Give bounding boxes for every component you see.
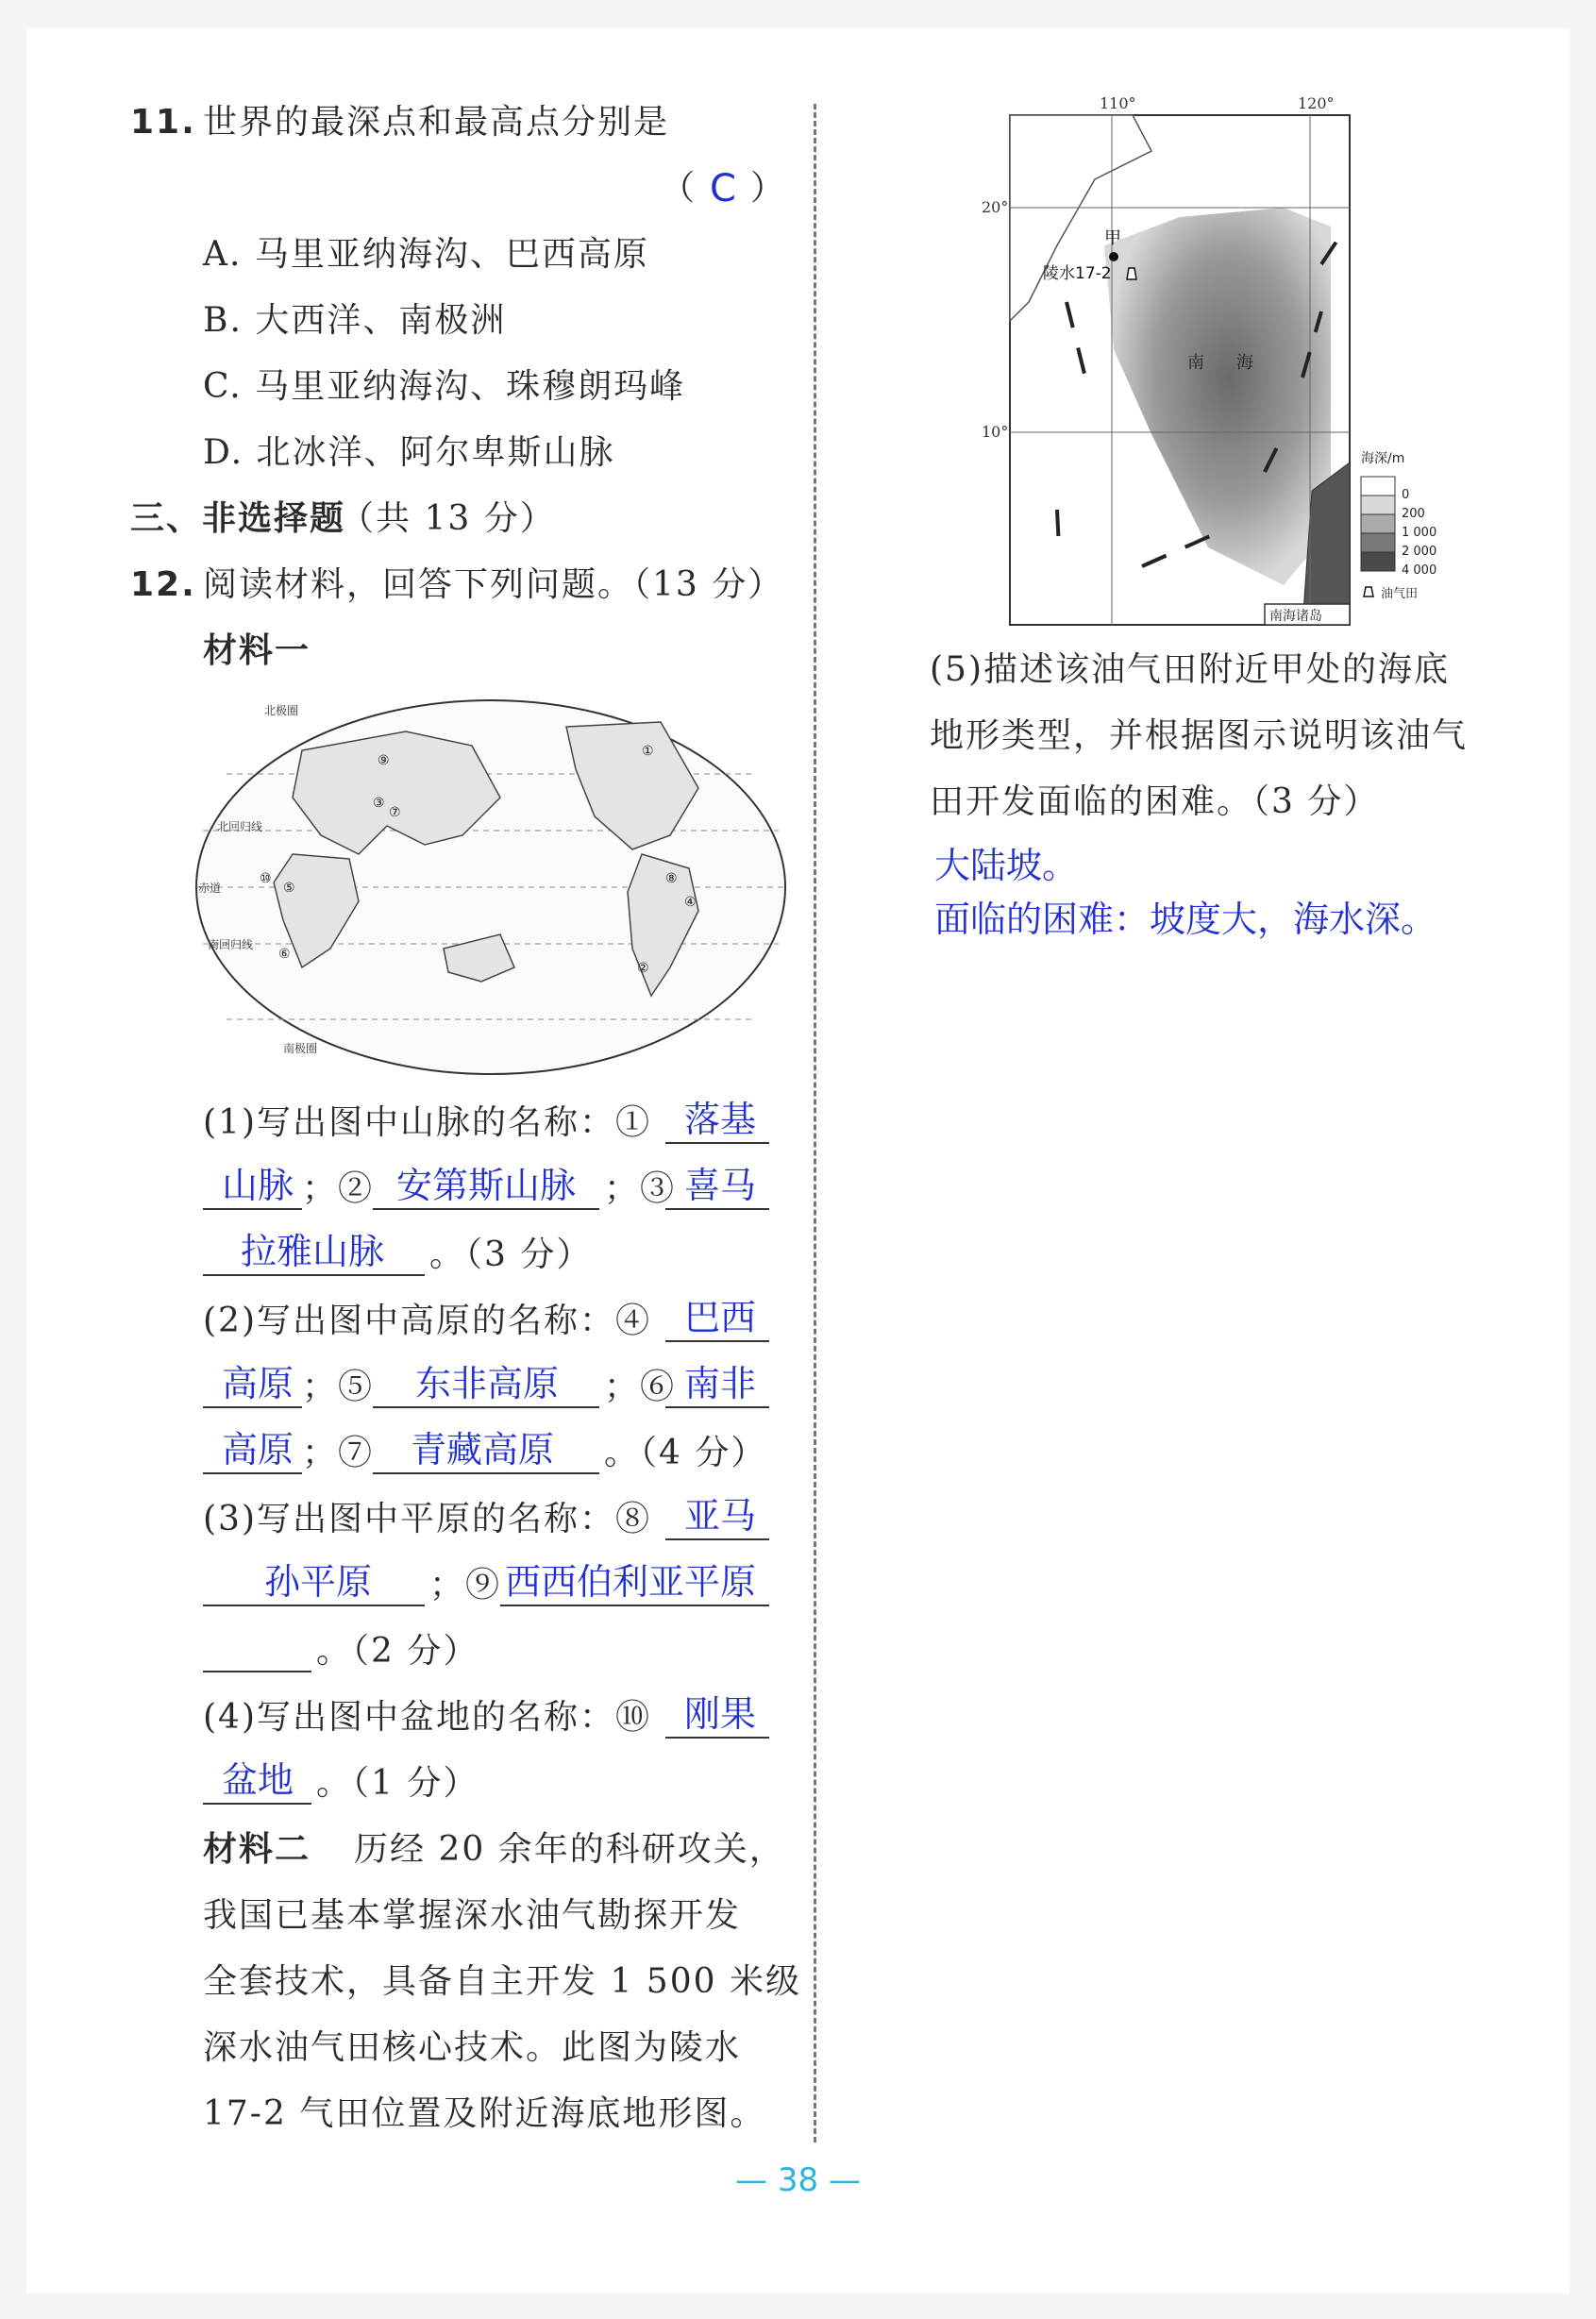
answer-7: 青藏高原 — [411, 1429, 555, 1470]
sub2-mark-6: ；⑥ — [604, 1368, 677, 1406]
arctic-circle-label: 北极圈 — [264, 704, 299, 717]
marker-6: ⑥ — [278, 947, 291, 962]
material2-line-2: 我国已基本掌握深水油气勘探开发 — [203, 1896, 742, 1935]
answer-10a: 刚果 — [684, 1693, 757, 1735]
blank-7 — [373, 1472, 599, 1474]
q11-paren-open: （ — [661, 169, 697, 208]
tropic-cancer-label: 北回归线 — [217, 820, 263, 833]
q11-paren-close: ） — [750, 169, 787, 208]
answer-8b: 孙平原 — [264, 1561, 373, 1603]
blank-6a — [665, 1406, 769, 1408]
legend-level-4000: 4 000 — [1402, 563, 1437, 578]
lat-10-label: 10° — [982, 423, 1009, 441]
marker-3: ③ — [373, 796, 385, 811]
sub1-end: 。（3 分） — [429, 1235, 593, 1274]
material2-line-5: 17-2 气田位置及附近海底地形图。 — [203, 2094, 766, 2133]
marker-9: ⑨ — [378, 753, 390, 768]
answer-9: 西西伯利亚平原 — [505, 1561, 757, 1603]
material2-line-3: 全套技术，具备自主开发 1 500 米级 — [203, 1962, 801, 2001]
material1-label: 材料一 — [203, 631, 311, 670]
answer-6a: 南非 — [684, 1363, 757, 1404]
sub2-end: 。（4 分） — [604, 1434, 767, 1472]
blank-5 — [373, 1406, 599, 1408]
oil-field-icon — [1127, 268, 1136, 279]
answer-5: 东非高原 — [415, 1363, 560, 1404]
q11-option-c: C. 马里亚纳海沟、珠穆朗玛峰 — [203, 367, 686, 406]
sub5-line-3: 田开发面临的困难。（3 分） — [930, 782, 1380, 821]
marker-7: ⑦ — [389, 805, 401, 820]
section3-score: （共 13 分） — [340, 499, 556, 538]
material2-line-1: 历经 20 余年的科研攻关， — [354, 1830, 785, 1869]
blank-3a — [665, 1208, 769, 1210]
q12-number: 12. — [130, 565, 196, 604]
sub5-answer-2: 面临的困难：坡度大，海水深。 — [934, 899, 1437, 940]
legend-level-1000: 1 000 — [1402, 526, 1437, 540]
south-china-sea-map — [982, 94, 1472, 637]
sub2-mark-7: ；⑦ — [302, 1434, 375, 1472]
legend-oil-label: 油气田 — [1381, 587, 1419, 601]
blank-1a — [665, 1142, 769, 1144]
blank-1b — [203, 1208, 302, 1210]
marker-1: ① — [642, 744, 654, 759]
blank-10b — [203, 1803, 311, 1805]
blank-6b — [203, 1472, 302, 1474]
section3-title: 三、非选择题 — [130, 499, 346, 538]
blank-3b — [203, 1274, 425, 1276]
lat-20-label: 20° — [982, 198, 1009, 216]
field-label: 陵水17-2 — [1043, 264, 1112, 283]
answer-1b: 山脉 — [222, 1165, 294, 1206]
world-map — [189, 694, 793, 1081]
sub3-mark-9: ；⑨ — [429, 1566, 502, 1605]
q11-option-b: B. 大西洋、南极洲 — [203, 301, 507, 340]
answer-8a: 亚马 — [684, 1495, 757, 1537]
point-jia-marker — [1109, 252, 1118, 261]
legend-level-0: 0 — [1402, 488, 1410, 502]
answer-3a: 喜马 — [684, 1165, 757, 1206]
marker-10: ⑩ — [260, 871, 272, 886]
sub5-line-1: (5)描述该油气田附近甲处的海底 — [930, 650, 1450, 689]
q11-option-d: D. 北冰洋、阿尔卑斯山脉 — [203, 433, 615, 472]
sub4-end: 。（1 分） — [316, 1764, 479, 1803]
antarctic-circle-label: 南极圈 — [283, 1042, 318, 1055]
marker-2: ② — [637, 961, 649, 976]
sub2-question: (2)写出图中高原的名称：④ — [203, 1302, 651, 1340]
marker-8: ⑧ — [665, 871, 678, 886]
q11-answer: C — [710, 167, 736, 210]
material2-line-4: 深水油气田核心技术。此图为陵水 — [203, 2028, 742, 2067]
q11-number: 11. — [130, 103, 196, 142]
blank-8a — [665, 1538, 769, 1540]
sub1-question: (1)写出图中山脉的名称：① — [203, 1103, 651, 1142]
sub4-question: (4)写出图中盆地的名称：⑩ — [203, 1698, 651, 1737]
answer-3b: 拉雅山脉 — [241, 1231, 385, 1272]
q12-stem: 阅读材料，回答下列问题。（13 分） — [203, 565, 784, 604]
blank-9b — [203, 1671, 311, 1672]
blank-4a — [665, 1340, 769, 1342]
blank-10a — [665, 1737, 769, 1739]
blank-9a — [500, 1605, 769, 1606]
sea-label-2: 海 — [1236, 353, 1253, 373]
sea-label-1: 南 — [1187, 353, 1204, 373]
tropic-capricorn-label: 南回归线 — [208, 938, 254, 951]
page-number: — 38 — — [735, 2161, 861, 2199]
q11-option-a: A. 马里亚纳海沟、巴西高原 — [203, 235, 649, 274]
point-jia-label: 甲 — [1104, 228, 1121, 248]
answer-4a: 巴西 — [684, 1297, 757, 1338]
answer-1a: 落基 — [684, 1099, 757, 1140]
column-divider — [814, 104, 816, 2143]
sub1-mark-2: ；② — [302, 1169, 375, 1208]
sub1-mark-3: ；③ — [604, 1169, 677, 1208]
answer-4b: 高原 — [222, 1363, 294, 1404]
sub2-mark-5: ；⑤ — [302, 1368, 375, 1406]
blank-4b — [203, 1406, 302, 1408]
equator-label: 赤道 — [198, 882, 222, 895]
answer-2: 安第斯山脉 — [396, 1165, 577, 1206]
marker-4: ④ — [684, 895, 697, 910]
lon-120-label: 120° — [1298, 94, 1335, 112]
inset-label: 南海诸岛 — [1269, 609, 1322, 624]
sub3-question: (3)写出图中平原的名称：⑧ — [203, 1500, 651, 1538]
legend-oil-icon — [1364, 587, 1373, 597]
sub3-end: 。（2 分） — [316, 1632, 479, 1671]
legend-title: 海深/m — [1361, 451, 1405, 466]
answer-6b: 高原 — [222, 1429, 294, 1470]
marker-5: ⑤ — [283, 881, 295, 896]
sub5-line-2: 地形类型，并根据图示说明该油气 — [930, 716, 1469, 755]
blank-2 — [373, 1208, 599, 1210]
material2-label: 材料二 — [203, 1830, 311, 1869]
lon-110-label: 110° — [1100, 94, 1136, 112]
sub5-answer-1: 大陆坡。 — [934, 845, 1079, 886]
answer-10b: 盆地 — [222, 1759, 294, 1801]
legend-level-200: 200 — [1402, 507, 1425, 521]
legend-level-2000: 2 000 — [1402, 545, 1437, 559]
q11-stem: 世界的最深点和最高点分别是 — [203, 103, 670, 142]
blank-8b — [203, 1605, 425, 1606]
